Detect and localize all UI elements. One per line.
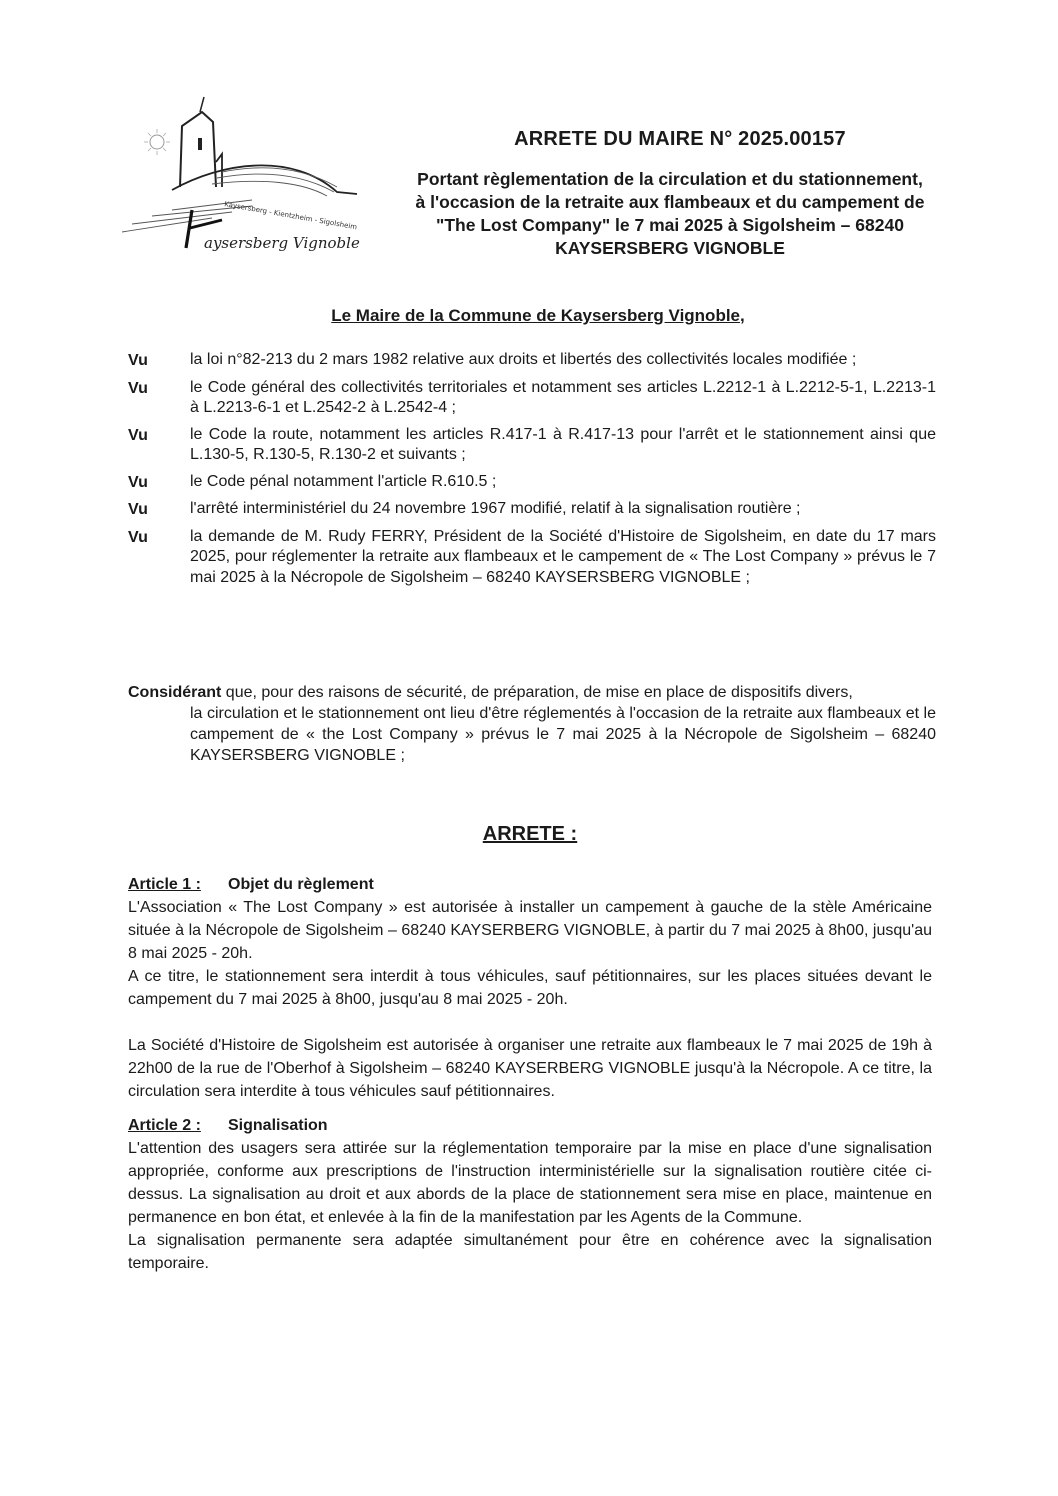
article-paragraph: La signalisation permanente sera adaptée simultanément pour être en cohérence avec la signalisation temporaire. bbox=[128, 1232, 932, 1272]
visas-list bbox=[128, 350, 936, 594]
visa-text: le Code général des collectivités territoriales et notamment ses articles L.2212-1 à L.2212-5-1, L.2213-1 à L.2213-6-1 et L.2542-2 à L.2542-4 ; bbox=[190, 378, 936, 416]
article-heading bbox=[128, 1117, 932, 1135]
logo-name: aysersberg Vignoble bbox=[204, 234, 360, 252]
article-heading bbox=[128, 876, 932, 894]
visa-label: Vu bbox=[128, 501, 148, 518]
visa-text: l'arrêté interministériel du 24 novembre 1967 modifié, relatif à la signalisation routière ; bbox=[190, 500, 801, 517]
considering-clause bbox=[128, 682, 936, 766]
visa-item bbox=[128, 425, 936, 466]
subject-line: KAYSERSBERG VIGNOBLE bbox=[555, 238, 785, 258]
visa-text: le Code pénal notamment l'article R.610.5 ; bbox=[190, 472, 497, 490]
arrete-title: ARRETE DU MAIRE N° 2025.00157 bbox=[514, 128, 846, 150]
article-paragraph: L'Association « The Lost Company » est autorisée à installer un campement à gauche de la stèle Américaine située à la Nécropole de Sigolsheim – 68240 KAYSERBERG VIGNOBLE, à partir du 7 mai 2025 à 8h00, jusqu'au 8 mai 2025 - 20h. bbox=[128, 899, 932, 962]
article-paragraph: L'attention des usagers sera attirée sur la réglementation temporaire par la mise en place d'une signalisation appropriée, conforme aux prescriptions de l'instruction interministérielle sur la signalisation routière citée ci-dessus. La signalisation au droit et aux abords de la place de stationnement sera mise en place, maintenue en permanence en bon état, et enlevée à la fin de la manifestation par les Agents de la Commune. bbox=[128, 1140, 932, 1226]
article-paragraph: La Société d'Histoire de Sigolsheim est autorisée à organiser une retraite aux flambeaux le 7 mai 2025 de 19h à 22h00 de la rue de l'Oberhof à Sigolsheim – 68240 KAYSERBERG VIGNOBLE jusqu'à la Nécropole. A ce titre, la circulation sera interdite à tous véhicules sauf pétitionnaires. bbox=[128, 1037, 932, 1100]
logo-tagline: Kaysersberg - Kientzheim - Sigolsheim bbox=[223, 200, 358, 232]
arrete-heading: ARRETE : bbox=[482, 823, 578, 845]
article-paragraph: A ce titre, le stationnement sera interdit à tous véhicules, sauf pétitionnaires, sur les places situées devant le campement du 7 mai 2025 à 8h00, jusqu'au 8 mai 2025 - 20h. bbox=[128, 968, 932, 1008]
visa-item bbox=[128, 499, 936, 521]
visa-label: Vu bbox=[128, 379, 148, 397]
visa-label: Vu bbox=[128, 352, 148, 369]
subject-line: "The Lost Company" le 7 mai 2025 à Sigolsheim – 68240 bbox=[436, 215, 904, 235]
visa-label: Vu bbox=[128, 528, 148, 546]
articles-section bbox=[128, 876, 932, 1275]
article-number: Article 1 : bbox=[128, 876, 201, 893]
visa-text: la loi n°82-213 du 2 mars 1982 relative aux droits et libertés des collectivités locales modifiée ; bbox=[190, 351, 857, 368]
considering-first-text: que, pour des raisons de sécurité, de préparation, de mise en place de dispositifs divers, bbox=[221, 684, 853, 701]
town-logo-graphic bbox=[112, 92, 362, 262]
considering-first-line bbox=[128, 682, 936, 703]
subject-line: à l'occasion de la retraite aux flambeaux et du campement de bbox=[415, 192, 925, 212]
article-title: Signalisation bbox=[228, 1117, 328, 1134]
visa-item bbox=[128, 378, 936, 419]
subject-line: Portant règlementation de la circulation et du stationnement, bbox=[417, 169, 923, 189]
visa-item bbox=[128, 527, 936, 589]
visa-label: Vu bbox=[128, 426, 148, 444]
article-number: Article 2 : bbox=[128, 1117, 201, 1134]
arrete-subject bbox=[384, 168, 956, 260]
mayor-heading: Le Maire de la Commune de Kaysersberg Vignoble, bbox=[331, 306, 745, 325]
visa-item bbox=[128, 350, 936, 372]
visa-label: Vu bbox=[128, 473, 148, 491]
town-logo-icon bbox=[112, 92, 362, 262]
visa-item bbox=[128, 472, 936, 494]
article-title: Objet du règlement bbox=[228, 876, 374, 893]
considering-rest: la circulation et le stationnement ont lieu d'être réglementés à l'occasion de la retraite aux flambeaux et le campement de « the Lost Company » prévus le 7 mai 2025 à la Nécropole de Sigolsheim – 68240 KAYSERSBERG VIGNOBLE ; bbox=[190, 705, 936, 764]
considering-label: Considérant bbox=[128, 684, 222, 701]
visa-text: le Code la route, notamment les articles R.417-1 à R.417-13 pour l'arrêt et le stationnement ainsi que L.130-5, R.130-5, R.130-2 et suivants ; bbox=[190, 425, 936, 463]
visa-text: la demande de M. Rudy FERRY, Président de la Société d'Histoire de Sigolsheim, en date du 17 mars 2025, pour réglementer la retraite aux flambeaux et le campement de « The Lost Company » prévus le 7 mai 2025 à la Nécropole de Sigolsheim – 68240 KAYSERSBERG VIGNOBLE ; bbox=[190, 527, 936, 586]
